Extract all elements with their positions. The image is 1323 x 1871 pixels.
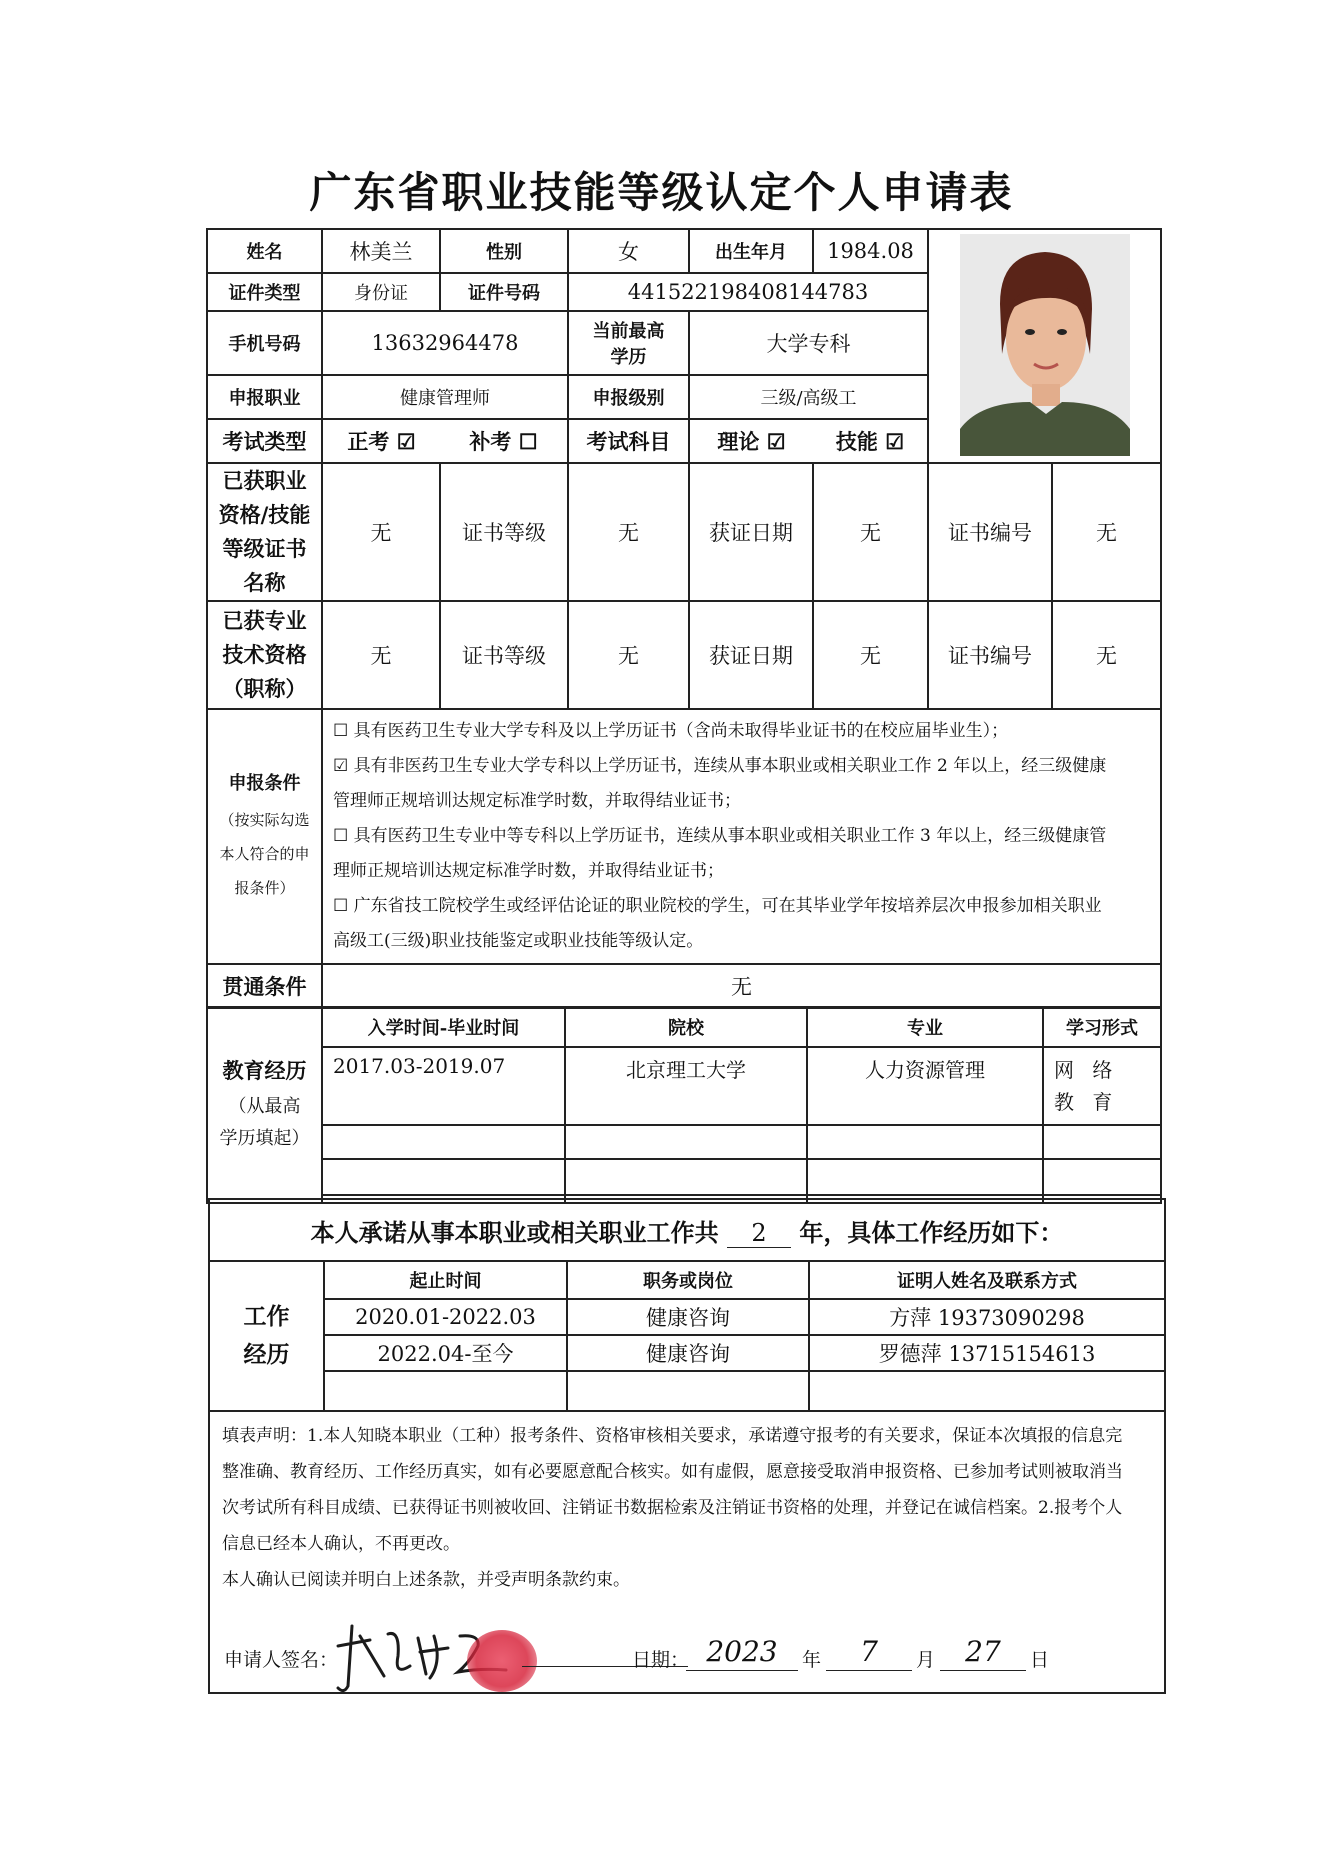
applicant-photo — [960, 234, 1130, 456]
declaration-line: 次考试所有科目成绩、已获得证书则被收回、注销证书数据检索及注销证书资格的处理，并登记在诚信档案。2.报考个人 — [222, 1498, 1123, 1518]
subject-skill-label: 技能 — [835, 429, 878, 454]
cert-2-label-line: （职称） — [222, 676, 307, 701]
subject-theory-label: 理论 — [717, 429, 760, 454]
job-value[interactable]: 健康管理师 — [322, 375, 568, 419]
work-header-post: 职务或岗位 — [567, 1261, 809, 1299]
work-label-line: 经历 — [243, 1341, 290, 1368]
phone-label: 手机号码 — [207, 311, 322, 375]
personal-info-table — [206, 228, 1162, 1009]
declaration-row — [209, 1411, 1165, 1693]
date-month[interactable]: 7 — [826, 1634, 912, 1671]
education-level-label-line1: 当前最高 — [592, 321, 665, 342]
work-label — [209, 1261, 324, 1411]
cert-2-date-label: 获证日期 — [689, 601, 813, 709]
cert-1-label — [207, 463, 322, 601]
cert-2-label-line: 技术资格 — [222, 642, 307, 667]
education-table — [206, 1006, 1162, 1204]
cert-1-no[interactable]: 无 — [1052, 463, 1161, 601]
gender-value[interactable]: 女 — [568, 229, 689, 273]
subject-theory-checkbox[interactable]: ☑ — [766, 429, 786, 454]
subject-skill[interactable] — [813, 419, 928, 463]
conditions-list — [322, 709, 1161, 964]
edu-row-1-school[interactable]: 北京理工大学 — [565, 1047, 807, 1125]
month-unit: 月 — [916, 1649, 936, 1671]
education-label — [207, 1007, 322, 1203]
birth-value[interactable]: 1984.08 — [813, 229, 928, 273]
work-table — [208, 1198, 1166, 1694]
condition-item-3[interactable] — [333, 819, 1150, 854]
declaration-line: 本人确认已阅读并明白上述条款，并受声明条款约束。 — [222, 1570, 630, 1590]
work-row-2-witness[interactable]: 罗德萍 13715154613 — [809, 1335, 1165, 1371]
cert-1-date-label: 获证日期 — [689, 463, 813, 601]
condition-item-4[interactable] — [333, 889, 1150, 924]
exam-regular-checkbox[interactable]: ☑ — [396, 429, 416, 454]
work-row-2-post[interactable]: 健康咨询 — [567, 1335, 809, 1371]
declaration-line: 信息已经本人确认，不再更改。 — [222, 1534, 460, 1554]
edu-row-3-school[interactable] — [565, 1159, 807, 1195]
birth-label: 出生年月 — [689, 229, 813, 273]
cert-2-no[interactable]: 无 — [1052, 601, 1161, 709]
condition-1-checkbox[interactable]: ☐ — [333, 721, 349, 741]
subject-theory[interactable] — [689, 419, 813, 463]
id-type-value[interactable]: 身份证 — [322, 273, 440, 311]
id-number-label: 证件号码 — [440, 273, 568, 311]
conditions-note-line: 本人符合的申 — [219, 844, 310, 863]
subject-label: 考试科目 — [568, 419, 689, 463]
work-row-2-period[interactable]: 2022.04-至今 — [324, 1335, 567, 1371]
education-note-line: 学历填起） — [219, 1128, 310, 1149]
cert-2-level[interactable]: 无 — [568, 601, 689, 709]
condition-3-text: 具有医药卫生专业中等专科以上学历证书，连续从事本职业或相关职业工作 3 年以上，经三级健康管 — [353, 826, 1107, 846]
cert-1-label-line: 等级证书 — [222, 536, 307, 561]
conditions-note-line: （按实际勾选 — [219, 810, 310, 829]
cert-1-label-line: 资格/技能 — [218, 502, 311, 527]
condition-4-text-cont: 高级工(三级)职业技能鉴定或职业技能等级认定。 — [333, 931, 704, 951]
cert-1-level[interactable]: 无 — [568, 463, 689, 601]
edu-row-1 — [207, 1047, 1161, 1125]
education-level-value[interactable]: 大学专科 — [689, 311, 928, 375]
work-row-1-period[interactable]: 2020.01-2022.03 — [324, 1299, 567, 1335]
work-label-line: 工作 — [243, 1303, 290, 1330]
cert-2-date[interactable]: 无 — [813, 601, 928, 709]
cert-2-no-label: 证书编号 — [928, 601, 1052, 709]
work-row-2 — [209, 1335, 1165, 1371]
date-day[interactable]: 27 — [940, 1634, 1026, 1671]
edu-row-2-major[interactable] — [807, 1125, 1043, 1159]
cert-2-name[interactable]: 无 — [322, 601, 440, 709]
id-type-label: 证件类型 — [207, 273, 322, 311]
edu-header-major: 专业 — [807, 1007, 1043, 1047]
level-value[interactable]: 三级/高级工 — [689, 375, 928, 419]
cert-1-level-label: 证书等级 — [440, 463, 568, 601]
exam-makeup[interactable] — [440, 419, 568, 463]
condition-2-checkbox[interactable]: ☑ — [333, 756, 349, 776]
cert-1-label-line: 名称 — [243, 570, 286, 595]
education-note-line: （从最高 — [228, 1096, 301, 1117]
level-label: 申报级别 — [568, 375, 689, 419]
condition-1-text: 具有医药卫生专业大学专科及以上学历证书（含尚未取得毕业证书的在校应届毕业生）； — [353, 721, 1009, 741]
commit-prefix: 本人承诺从事本职业或相关职业工作共 — [310, 1217, 719, 1247]
edu-row-1-form[interactable]: 网 络 教 育 — [1043, 1047, 1161, 1125]
edu-row-3-form[interactable] — [1043, 1159, 1161, 1195]
exam-type-label: 考试类型 — [207, 419, 322, 463]
gender-label: 性别 — [440, 229, 568, 273]
work-row-3-post[interactable] — [567, 1371, 809, 1411]
edu-row-2 — [207, 1125, 1161, 1159]
edu-row-3-period[interactable] — [322, 1159, 565, 1195]
cert-1-no-label: 证书编号 — [928, 463, 1052, 601]
through-row — [207, 964, 1161, 1008]
education-level-label — [568, 311, 689, 375]
sign-label: 申请人签名： — [224, 1649, 339, 1671]
work-row-1-post[interactable]: 健康咨询 — [567, 1299, 809, 1335]
through-value[interactable]: 无 — [322, 964, 1161, 1008]
cert-row-1 — [207, 463, 1161, 601]
name-value[interactable]: 林美兰 — [322, 229, 440, 273]
day-unit: 日 — [1030, 1649, 1050, 1671]
cert-row-2 — [207, 601, 1161, 709]
conditions-label — [207, 709, 322, 964]
edu-header-form: 学习形式 — [1043, 1007, 1161, 1047]
education-title: 教育经历 — [222, 1058, 307, 1083]
edu-header-school: 院校 — [565, 1007, 807, 1047]
condition-2-text: 具有非医药卫生专业大学专科以上学历证书，连续从事本职业或相关职业工作 2 年以上，经三级健康 — [353, 756, 1107, 776]
declaration-line: 整准确、教育经历、工作经历真实，如有必要愿意配合核实。如有虚假，愿意接受取消申报资格、已参加考试则被取消当 — [222, 1462, 1123, 1482]
cert-1-name[interactable]: 无 — [322, 463, 440, 601]
commit-suffix: 年，具体工作经历如下： — [799, 1217, 1064, 1247]
condition-item-2[interactable] — [333, 749, 1150, 784]
signature-row — [222, 1598, 1152, 1688]
id-number-value[interactable]: 441522198408144783 — [568, 273, 928, 311]
cert-1-label-line: 已获职业 — [222, 468, 307, 493]
fingerprint-seal — [467, 1630, 537, 1692]
cert-2-label — [207, 601, 322, 709]
work-row-3-witness[interactable] — [809, 1371, 1165, 1411]
subject-skill-checkbox[interactable]: ☑ — [885, 429, 905, 454]
conditions-note-line: 报条件） — [234, 878, 295, 897]
work-header-period: 起止时间 — [324, 1261, 567, 1299]
edu-header-period: 入学时间-毕业时间 — [322, 1007, 565, 1047]
phone-value[interactable]: 13632964478 — [322, 311, 568, 375]
edu-row-3 — [207, 1159, 1161, 1195]
work-years[interactable]: 2 — [727, 1219, 791, 1248]
edu-row-2-period[interactable] — [322, 1125, 565, 1159]
year-unit: 年 — [802, 1649, 822, 1671]
condition-2-text-cont: 管理师正规培训达规定标准学时数，并取得结业证书； — [333, 791, 741, 811]
exam-regular-label: 正考 — [347, 429, 390, 454]
declaration — [209, 1411, 1165, 1693]
education-level-label-line2: 学历 — [610, 347, 647, 368]
photo-cell — [928, 229, 1161, 463]
condition-3-text-cont: 理师正规培训达规定标准学时数，并取得结业证书； — [333, 861, 724, 881]
condition-item-1[interactable] — [333, 714, 1150, 749]
work-row-3 — [209, 1371, 1165, 1411]
conditions-title: 申报条件 — [228, 772, 301, 794]
work-header-witness: 证明人姓名及联系方式 — [809, 1261, 1165, 1299]
exam-regular[interactable] — [322, 419, 440, 463]
work-commitment — [209, 1199, 1165, 1261]
date-label: 日期： — [632, 1649, 690, 1671]
edu-row-2-form[interactable] — [1043, 1125, 1161, 1159]
form-title: 广东省职业技能等级认定个人申请表 — [309, 168, 1014, 217]
work-row-3-period[interactable] — [324, 1371, 567, 1411]
condition-4-checkbox[interactable]: ☐ — [333, 896, 349, 916]
exam-makeup-checkbox[interactable]: ☐ — [518, 429, 538, 454]
date-year[interactable]: 2023 — [686, 1634, 798, 1671]
edu-row-3-major[interactable] — [807, 1159, 1043, 1195]
conditions-row — [207, 709, 1161, 964]
declaration-line: 填表声明：1.本人知晓本职业（工种）报考条件、资格审核相关要求，承诺遵守报考的有关要求，保证本次填报的信息完 — [222, 1426, 1123, 1446]
edu-row-2-school[interactable] — [565, 1125, 807, 1159]
name-label: 姓名 — [207, 229, 322, 273]
work-row-1 — [209, 1299, 1165, 1335]
exam-makeup-label: 补考 — [469, 429, 512, 454]
condition-3-checkbox[interactable]: ☐ — [333, 826, 349, 846]
cert-2-level-label: 证书等级 — [440, 601, 568, 709]
edu-row-1-major[interactable]: 人力资源管理 — [807, 1047, 1043, 1125]
edu-row-1-period[interactable]: 2017.03-2019.07 — [322, 1047, 565, 1125]
condition-4-text: 广东省技工院校学生或经评估论证的职业院校的学生，可在其毕业学年按培养层次申报参加相关职业 — [353, 896, 1102, 916]
cert-1-date[interactable]: 无 — [813, 463, 928, 601]
through-label: 贯通条件 — [207, 964, 322, 1008]
work-row-1-witness[interactable]: 方萍 19373090298 — [809, 1299, 1165, 1335]
cert-2-label-line: 已获专业 — [222, 608, 307, 633]
job-label: 申报职业 — [207, 375, 322, 419]
